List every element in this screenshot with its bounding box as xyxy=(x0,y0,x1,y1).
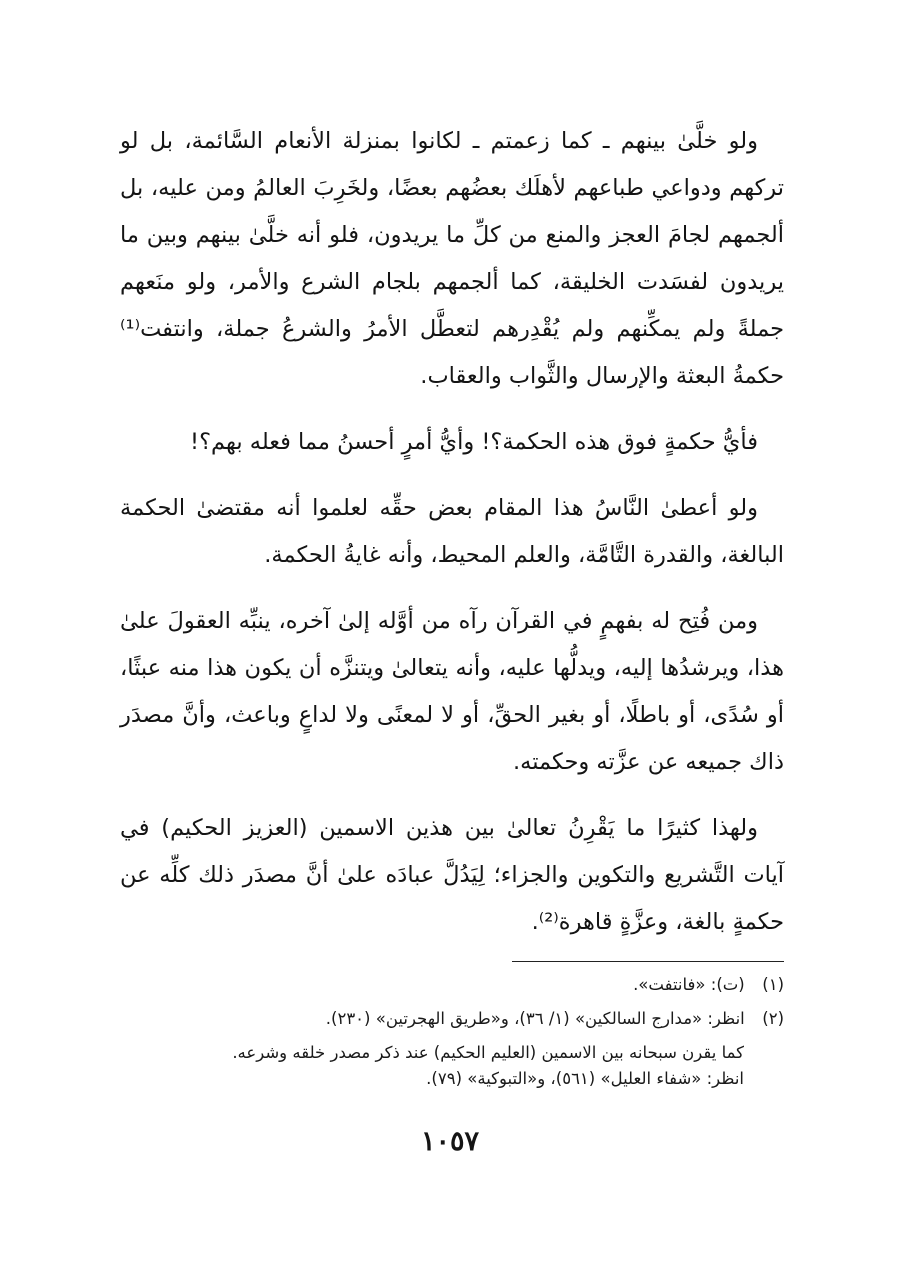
footnote-divider xyxy=(512,961,784,962)
footnotes xyxy=(120,972,784,1092)
paragraph: ولو خلَّىٰ بينهم ـ كما زعمتم ـ لكانوا بمنزلة الأنعام السَّائمة، بل لو تركهم ودواعي طباعهم لأهلَك بعضُهم بعضًا، ولخَرِبَ العالمُ ومن عليه، بل ألجمهم لجامَ العجز والمنع من كلِّ ما يريدون، فلو أنه خلَّىٰ بينهم وبين ما يريدون لفسَدت الخليقة، كما ألجمهم بلجام الشرع والأمر، ولو منَعهم جملةً ولم يمكِّنهم ولم يُقْدِرهم لتعطَّل الأمرُ والشرعُ جملة، وانتفت⁽¹⁾ حكمةُ البعثة والإرسال والثَّواب والعقاب. xyxy=(120,128,784,389)
footnote-2 xyxy=(120,1006,784,1032)
main-text xyxy=(120,118,784,965)
footnote-text: انظر: «مدارج السالكين» (١/ ٣٦)، و«طريق الهجرتين» (٢٣٠). xyxy=(325,1009,745,1028)
page-number: ١٠٥٧ xyxy=(420,1126,479,1157)
footnote-mark: (٢) xyxy=(762,1009,784,1028)
footnote-1 xyxy=(120,972,784,998)
paragraph: ولهذا كثيرًا ما يَقْرِنُ تعالىٰ بين هذين الاسمين (العزيز الحكيم) في آيات التَّشريع والتكوين والجزاء؛ لِيَدُلَّ عبادَه علىٰ أنَّ مصدَر ذلك كلِّه عن حكمةٍ بالغة، وعزَّةٍ قاهرة⁽²⁾. xyxy=(120,815,784,935)
paragraph: فأيُّ حكمةٍ فوق هذه الحكمة؟! وأيُّ أمرٍ أحسنُ مما فعله بهم؟! xyxy=(190,429,758,455)
footnote-mark: (١) xyxy=(762,975,784,994)
footnote-text: (ت): «فانتفت». xyxy=(633,975,745,994)
paragraph: ولو أعطىٰ النَّاسُ هذا المقام بعض حقِّه لعلموا أنه مقتضىٰ الحكمة البالغة، والقدرة التَّامَّة، والعلم المحيط، وأنه غايةُ الحكمة. xyxy=(120,495,784,568)
paragraph: ومن فُتِح له بفهمٍ في القرآن رآه من أوَّله إلىٰ آخره، ينبِّه العقولَ علىٰ هذا، ويرشدُها إليه، ويدلُّها عليه، وأنه يتعالىٰ ويتنزَّه أن يكون هذا منه عبثًا، أو سُدًى، أو باطلًا، أو بغير الحقِّ، أو لا لمعنًى ولا لداعٍ وباعث، وأنَّ مصدَر ذاك جميعه عن عزَّته وحكمته. xyxy=(120,608,784,775)
footnote-2-continuation: كما يقرن سبحانه بين الاسمين (العليم الحكيم) عند ذكر مصدر خلقه وشرعه. xyxy=(232,1043,744,1062)
footnote-2-continuation: انظر: «شفاء العليل» (٥٦١)، و«التبوكية» (٧٩). xyxy=(426,1069,744,1088)
